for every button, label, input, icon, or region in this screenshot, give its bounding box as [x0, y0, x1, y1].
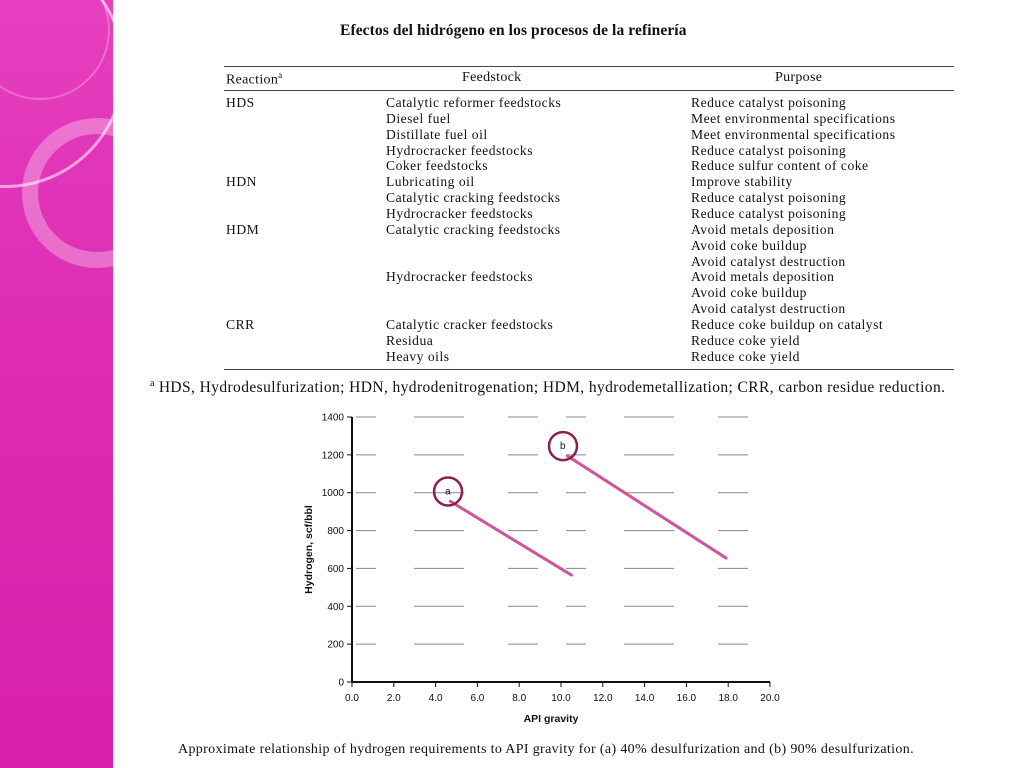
cell-purpose: Avoid coke buildup	[691, 285, 807, 301]
cell-purpose: Reduce catalyst poisoning	[691, 205, 847, 221]
header-reaction-sup: a	[278, 70, 283, 80]
cell-feedstock: Lubricating oil	[386, 174, 475, 190]
cell-feedstock: Hydrocracker feedstocks	[386, 269, 533, 285]
cell-feedstock: Catalytic reformer feedstocks	[386, 95, 562, 110]
cell-feedstock: Diesel fuel	[386, 110, 451, 126]
cell-feedstock: Hydrocracker feedstocks	[386, 142, 533, 158]
cell-purpose: Avoid coke buildup	[691, 237, 807, 253]
x-tick-label: 18.0	[718, 693, 738, 704]
cell-purpose: Avoid metals deposition	[691, 269, 835, 285]
y-tick-label: 0	[338, 677, 344, 689]
annotation-label: b	[560, 441, 566, 453]
series-highlight	[567, 456, 726, 558]
chart-svg	[290, 405, 790, 735]
x-tick-label: 12.0	[593, 693, 613, 704]
x-tick-label: 6.0	[470, 693, 485, 704]
header-feedstock: Feedstock	[462, 70, 522, 85]
cell-feedstock: Catalytic cracking feedstocks	[386, 221, 561, 237]
decorative-sidebar	[0, 0, 113, 768]
cell-purpose: Avoid metals deposition	[691, 221, 835, 237]
slide-title: Efectos del hidrógeno en los procesos de la refinería	[340, 22, 687, 39]
cell-purpose: Reduce catalyst poisoning	[691, 190, 847, 206]
cell-feedstock: Hydrocracker feedstocks	[386, 205, 533, 221]
y-tick-label: 1000	[321, 488, 344, 500]
footnote-marker: a	[150, 378, 155, 389]
cell-purpose: Reduce catalyst poisoning	[691, 95, 847, 110]
cell-feedstock: Residua	[386, 332, 434, 348]
series-highlight	[450, 501, 571, 575]
x-tick-label: 14.0	[634, 693, 655, 704]
x-tick-label: 20.0	[760, 693, 780, 704]
cell-feedstock: Catalytic cracking feedstocks	[386, 190, 561, 206]
x-tick-label: 16.0	[676, 693, 697, 704]
y-axis-label: Hydrogen, scf/bbl	[303, 505, 315, 594]
cell-purpose: Reduce catalyst poisoning	[691, 142, 847, 158]
caption-part2: desulfurization and (b) 90% desulfurization.	[650, 742, 914, 757]
cell-purpose: Meet environmental specifications	[691, 126, 896, 142]
cell-purpose: Reduce coke buildup on catalyst	[691, 316, 884, 332]
x-tick-label: 0.0	[345, 693, 359, 704]
cell-reaction: HDN	[226, 174, 257, 190]
cell-purpose: Reduce sulfur content of coke	[691, 158, 869, 174]
x-tick-label: 2.0	[386, 693, 401, 704]
y-tick-label: 800	[327, 526, 344, 538]
cell-purpose: Avoid catalyst destruction	[691, 253, 846, 269]
cell-feedstock: Heavy oils	[386, 348, 450, 364]
cell-feedstock: Catalytic cracker feedstocks	[386, 316, 554, 332]
cell-reaction: CRR	[226, 316, 255, 332]
x-tick-label: 4.0	[428, 693, 443, 704]
footnote-text: HDS, Hydrodesulfurization; HDN, hydrodenitrogenation; HDM, hydrodemetallization; CRR, carbon residue reduction.	[158, 379, 946, 397]
cell-purpose: Meet environmental specifications	[691, 110, 896, 126]
y-tick-label: 1200	[321, 450, 344, 462]
cell-feedstock: Distillate fuel oil	[386, 126, 488, 142]
cell-purpose: Reduce coke yield	[691, 348, 800, 364]
y-tick-label: 1400	[321, 412, 344, 424]
cell-purpose: Reduce coke yield	[691, 332, 800, 348]
header-reaction-label: Reaction	[226, 72, 279, 88]
table-footnote	[150, 375, 1010, 397]
cell-reaction: HDM	[226, 221, 260, 237]
y-tick-label: 400	[327, 601, 344, 613]
y-tick-label: 200	[327, 639, 344, 651]
x-tick-label: 8.0	[512, 693, 527, 704]
header-reaction	[226, 70, 282, 89]
annotation-label: a	[445, 486, 451, 498]
table-top-rule	[224, 66, 954, 67]
table-bottom-rule	[224, 369, 954, 370]
cell-purpose: Avoid catalyst destruction	[691, 301, 846, 317]
caption-part1: Approximate relationship of hydrogen requirements to API gravity for (a) 40%	[178, 742, 648, 757]
table-header-rule	[224, 90, 954, 91]
chart-caption	[178, 742, 978, 758]
x-tick-label: 10.0	[551, 693, 571, 704]
header-purpose: Purpose	[775, 70, 823, 85]
x-axis-label: API gravity	[523, 713, 579, 725]
hydrogen-api-chart	[290, 405, 790, 740]
cell-reaction: HDS	[226, 95, 255, 110]
y-tick-label: 600	[327, 563, 344, 575]
cell-purpose: Improve stability	[691, 174, 793, 190]
cell-feedstock: Coker feedstocks	[386, 158, 488, 174]
